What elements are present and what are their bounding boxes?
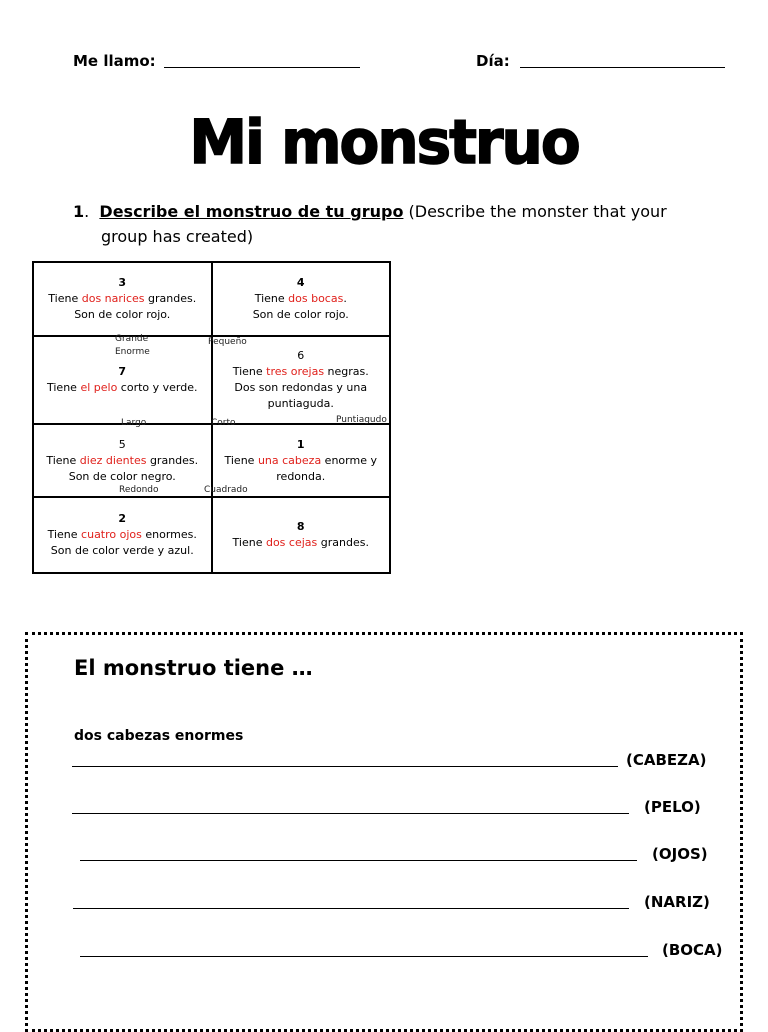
vocab-puntiagudo: Puntiagudo (336, 415, 387, 425)
cell-text: Tiene (224, 453, 258, 467)
cell-text: Tiene (46, 453, 80, 467)
cell-text: . (343, 292, 347, 305)
vocab-grande: Grande (115, 334, 149, 344)
cell-highlight: dos narices (81, 292, 145, 305)
question-text-2: group has created) (101, 227, 254, 246)
cell-line: Dos son redondas y una (234, 381, 368, 394)
tag-ojos: (OJOS) (652, 845, 708, 863)
cell-number: 1 (296, 437, 305, 451)
grid-cell (212, 262, 391, 336)
cell-text: grandes. (317, 536, 369, 549)
day-field[interactable] (520, 67, 725, 68)
cell-highlight: tres orejas (266, 365, 325, 378)
grid-cell (33, 262, 212, 336)
cell-line: puntiaguda. (267, 397, 334, 410)
question-text-1: (Describe the monster that your (403, 202, 667, 221)
cell-highlight: cuatro ojos (81, 528, 142, 541)
tag-pelo: (PELO) (644, 798, 701, 816)
cell-text: Tiene (48, 292, 82, 305)
cell-highlight: dos cejas (265, 536, 318, 549)
name-field[interactable] (164, 67, 360, 68)
cell-highlight: dos bocas (288, 292, 344, 305)
answer-box (25, 632, 743, 1032)
cell-text: negras. (324, 365, 369, 378)
vocab-largo: Largo (121, 418, 147, 428)
tag-nariz: (NARIZ) (644, 893, 710, 911)
page-title: Mi monstruo (189, 106, 579, 178)
grid-cell (212, 336, 391, 424)
answer-line-boca[interactable] (80, 956, 648, 957)
cell-number: 6 (297, 349, 305, 362)
cell-text: Tiene (232, 536, 266, 549)
cell-line: Son de color negro. (68, 469, 176, 483)
answer-line-ojos[interactable] (80, 860, 637, 861)
cell-number: 5 (118, 437, 126, 451)
example-answer: dos cabezas enormes (74, 728, 244, 744)
cell-text: Tiene (232, 365, 267, 378)
cell-text: grandes. (144, 292, 197, 305)
day-label: Día: (476, 52, 510, 70)
answer-line-pelo[interactable] (72, 813, 629, 814)
name-label: Me llamo: (73, 52, 156, 70)
vocab-cuadrado: Cuadrado (204, 485, 248, 495)
answer-line-nariz[interactable] (73, 908, 629, 909)
tag-boca: (BOCA) (662, 941, 723, 959)
cell-number: 8 (296, 520, 305, 533)
tag-cabeza: (CABEZA) (626, 751, 707, 769)
question-number: 1 (73, 202, 85, 221)
grid-cell (212, 497, 391, 573)
vocab-redondo: Redondo (119, 485, 159, 495)
cell-number: 4 (296, 276, 305, 289)
question-lead: Describe el monstruo de tu grupo (99, 202, 404, 221)
cell-highlight: diez dientes (79, 453, 147, 467)
grid-cell (33, 497, 212, 573)
box-title: El monstruo tiene … (74, 656, 313, 680)
cell-text: grandes. (146, 453, 199, 467)
cell-text: enorme y (321, 453, 377, 467)
cell-line: Son de color verde y azul. (50, 544, 194, 557)
cell-text: corto y verde. (117, 381, 198, 394)
vocab-pequeno: Pequeño (208, 337, 247, 347)
cell-number: 7 (118, 365, 127, 378)
cell-line: redonda. (276, 469, 326, 483)
cell-number: 3 (118, 276, 127, 289)
cell-text: Tiene (47, 528, 82, 541)
cell-number: 2 (118, 512, 127, 525)
cell-text: enormes. (141, 528, 197, 541)
vocab-corto: Corto (211, 418, 236, 428)
cell-line: Son de color rojo. (74, 308, 171, 321)
vocab-enorme: Enorme (115, 347, 150, 357)
cell-text: Tiene (254, 292, 289, 305)
question-1: 1. Describe el monstruo de tu grupo (Describe the monster that your (73, 202, 667, 221)
cell-line: Son de color rojo. (252, 308, 349, 321)
answer-line-cabeza[interactable] (72, 766, 618, 767)
cell-highlight: una cabeza (257, 453, 322, 467)
cell-highlight: el pelo (80, 381, 118, 394)
cell-text: Tiene (46, 381, 81, 394)
